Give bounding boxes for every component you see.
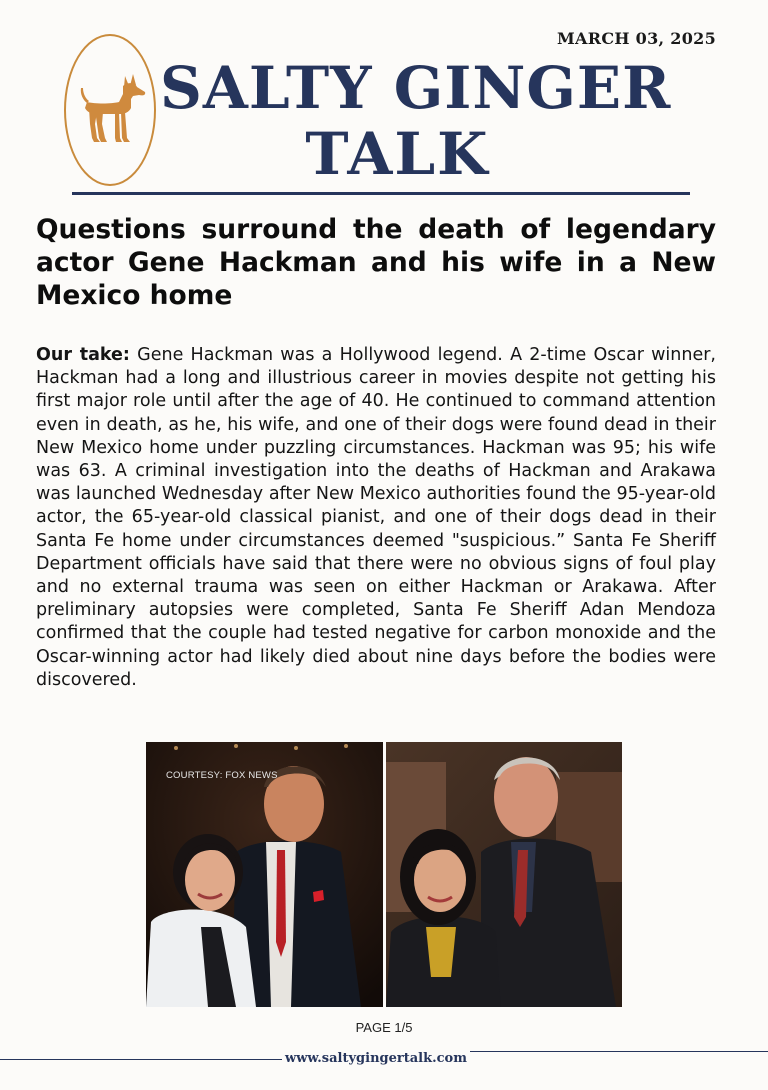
article-headline: Questions surround the death of legendary actor Gene Hackman and his wife in a New Mexico home [36, 214, 716, 311]
photo-right [386, 742, 623, 1007]
article-body [36, 344, 716, 692]
page-number: PAGE 1/5 [355, 1020, 413, 1035]
dog-icon [75, 72, 147, 150]
masthead-title-line2: TALK [305, 120, 490, 188]
logo [64, 34, 156, 186]
header-divider [72, 192, 690, 195]
footer-rule-right [470, 1051, 768, 1052]
footer-rule-left [0, 1059, 282, 1060]
body-text: Gene Hackman was a Hollywood legend. A 2-time Oscar winner, Hackman had a long and illustrious career in movies despite not getting his first major role until after the age of 40. He continued to command attention even in death, as he, his wife, and one of their dogs were found dead in their New Mexico home under puzzling circumstances. Hackman was 95; his wife was 63. A criminal investigation into the deaths of Hackman and Arakawa was launched Wednesday after New Mexico authorities found the 95-year-old actor, the 65-year-old classical pianist, and one of their dogs dead in their Santa Fe home under circumstances deemed "suspicious.” Santa Fe Sheriff Department officials have said that there were no obvious signs of foul play and no external trauma was seen on either Hackman or Arakawa. After preliminary autopsies were completed, Santa Fe Sheriff Adan Mendoza confirmed that the couple had tested negative for carbon monoxide and the Oscar-winning actor had likely died about nine days before the bodies were discovered. [36, 345, 716, 690]
masthead-title-line1: SALTY GINGER [160, 54, 672, 122]
date-label: MARCH 03, 2025 [557, 29, 716, 48]
photo-pair [146, 742, 622, 1007]
lead-label: Our take: [36, 345, 130, 365]
footer-url[interactable]: www.saltygingertalk.com [285, 1051, 467, 1066]
photo-credit: COURTESY: FOX NEWS [166, 770, 278, 781]
photo-left [146, 742, 383, 1007]
